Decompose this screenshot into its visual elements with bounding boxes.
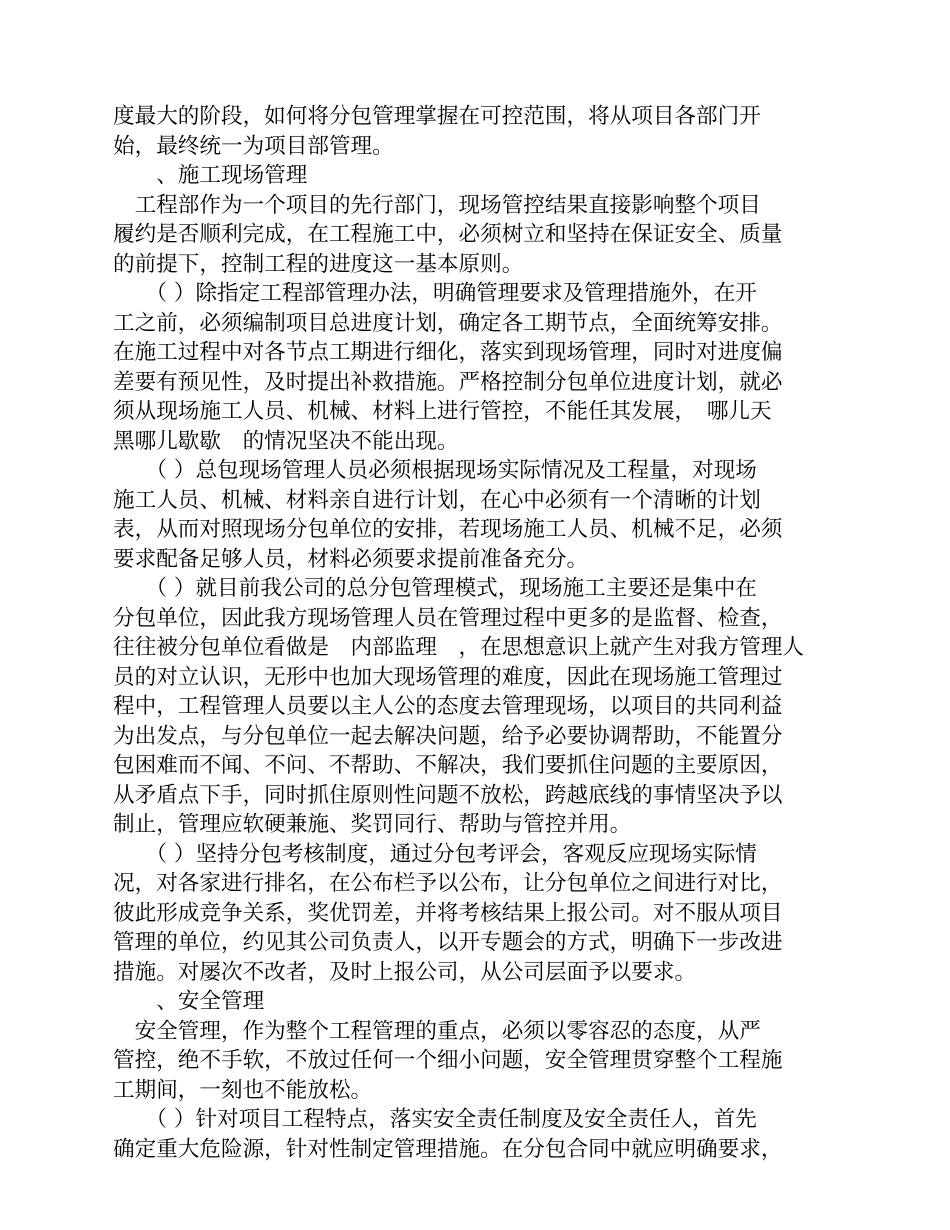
text-line: 工程部作为一个项目的先行部门，现场管控结果直接影响整个项目 xyxy=(113,192,761,218)
text-line: 为出发点，与分包单位一起去解决问题，给予必要协调帮助，不能置分 xyxy=(113,723,783,749)
text-line: 往往被分包单位看做是 内部监理 ，在思想意识上就产生对我方管理人 xyxy=(113,635,805,660)
text-line: 工期间，一刻也不能放松。 xyxy=(113,1077,373,1103)
text-line: 施工人员、机械、材料亲自进行计划，在心中必须有一个清晰的计划 xyxy=(113,487,761,513)
text-line: 、安全管理 xyxy=(113,989,265,1014)
text-line: 彼此形成竞争关系，奖优罚差，并将考核结果上报公司。对不服从项目 xyxy=(113,900,783,926)
text-line: 从矛盾点下手，同时抓住原则性问题不放松，跨越底线的事情坚决予以 xyxy=(113,782,783,808)
text-line: （ ）针对项目工程特点，落实安全责任制度及安全责任人，首先 xyxy=(113,1107,757,1132)
text-line: 黑哪儿歇歇 的情况坚决不能出现。 xyxy=(113,428,459,454)
document-body xyxy=(113,102,843,1164)
text-line: 程中，工程管理人员要以主人公的态度去管理现场，以项目的共同利益 xyxy=(113,694,783,719)
text-line: 在施工过程中对各节点工期进行细化，落实到现场管理，同时对进度偏 xyxy=(113,340,783,365)
text-line: （ ）除指定工程部管理办法，明确管理要求及管理措施外，在开 xyxy=(113,281,757,306)
text-line: 须从现场施工人员、机械、材料上进行管控，不能任其发展， 哪儿天 xyxy=(113,399,772,424)
text-line: （ ）就目前我公司的总分包管理模式，现场施工主要还是集中在 xyxy=(113,576,757,601)
text-line: 、施工现场管理 xyxy=(113,163,308,188)
text-line: 分包单位，因此我方现场管理人员在管理过程中更多的是监督、检查， xyxy=(113,605,783,631)
text-line: 安全管理，作为整个工程管理的重点，必须以零容忍的态度，从严 xyxy=(113,1018,761,1044)
text-line: 的前提下，控制工程的进度这一基本原则。 xyxy=(113,251,524,277)
text-line: 始，最终统一为项目部管理。 xyxy=(113,133,394,159)
text-line: 员的对立认识，无形中也加大现场管理的难度，因此在现场施工管理过 xyxy=(113,664,783,690)
text-line: 确定重大危险源，针对性制定管理措施。在分包合同中就应明确要求， xyxy=(113,1136,783,1162)
text-line: 要求配备足够人员，材料必须要求提前准备充分。 xyxy=(113,546,589,572)
text-line: 工之前，必须编制项目总进度计划，确定各工期节点，全面统筹安排。 xyxy=(113,310,783,336)
text-line: 管控，绝不手软，不放过任何一个细小问题，安全管理贯穿整个工程施 xyxy=(113,1048,783,1073)
text-line: 包困难而不闻、不问、不帮助、不解决，我们要抓住问题的主要原因， xyxy=(113,753,783,778)
text-line: 差要有预见性，及时提出补救措施。严格控制分包单位进度计划，就必 xyxy=(113,369,783,395)
text-line: 措施。对屡次不改者，及时上报公司，从公司层面予以要求。 xyxy=(113,959,697,985)
text-line: 表，从而对照现场分包单位的安排，若现场施工人员、机械不足，必须 xyxy=(113,517,783,542)
text-line: 制止，管理应软硬兼施、奖罚同行、帮助与管控并用。 xyxy=(113,812,632,837)
text-line: 管理的单位，约见其公司负责人，以开专题会的方式，明确下一步改进 xyxy=(113,930,783,955)
text-line: （ ）总包现场管理人员必须根据现场实际情况及工程量，对现场 xyxy=(113,458,757,483)
text-line: 况，对各家进行排名，在公布栏予以公布，让分包单位之间进行对比， xyxy=(113,871,783,896)
text-line: （ ）坚持分包考核制度，通过分包考评会，客观反应现场实际情 xyxy=(113,841,757,867)
text-line: 履约是否顺利完成，在工程施工中，必须树立和坚持在保证安全、质量 xyxy=(113,222,783,247)
text-line: 度最大的阶段，如何将分包管理掌握在可控范围，将从项目各部门开 xyxy=(113,104,761,129)
